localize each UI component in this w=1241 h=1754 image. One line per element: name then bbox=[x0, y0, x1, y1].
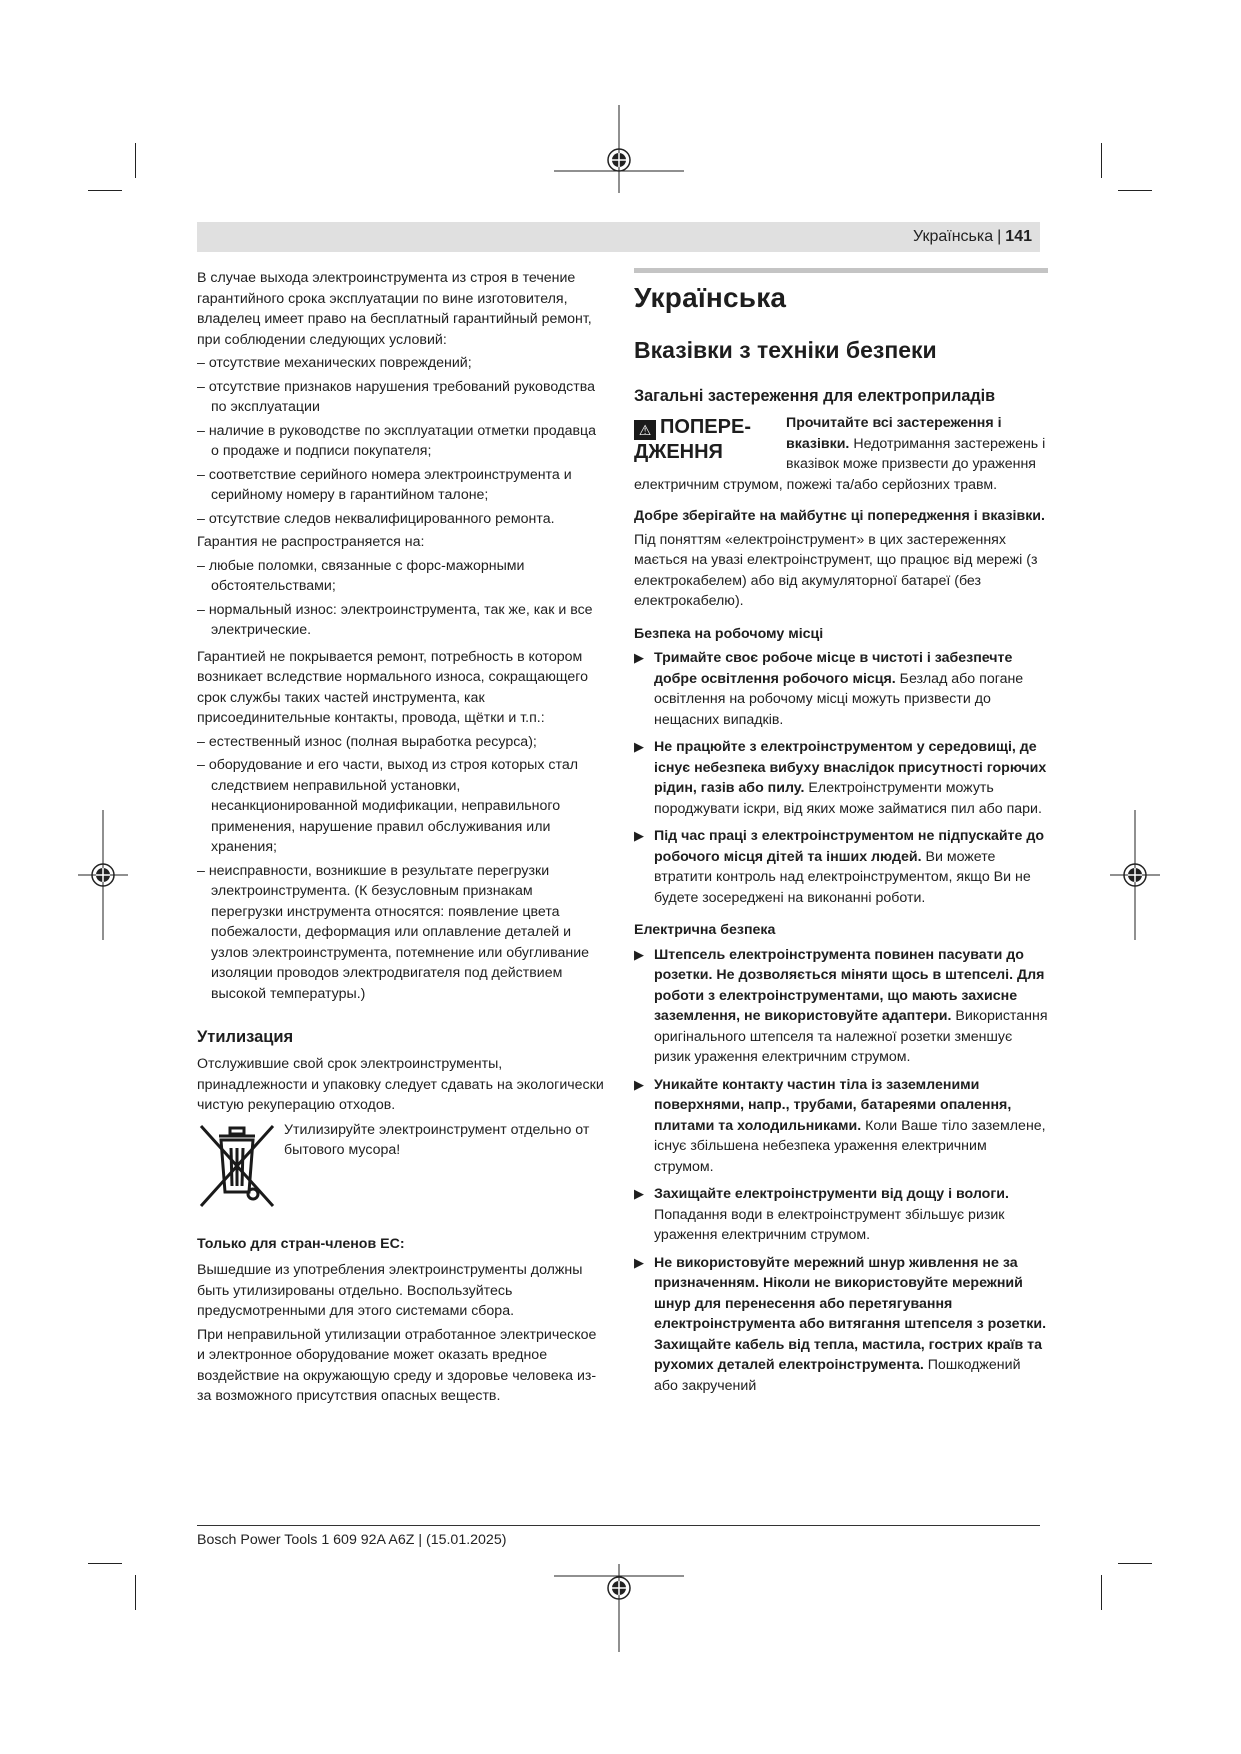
item-text: Використання оригінального штепселя та належної розетки зменшує ризик ураження електричним струмом. bbox=[654, 1008, 1048, 1065]
electrical-safety-title: Електрична безпека bbox=[634, 922, 776, 938]
item-bold: Під час праці з електроінструментом не підпускайте до робочого місця дітей та інших людей. bbox=[654, 828, 1045, 865]
list-item: – неисправности, возникшие в результате перегрузки электроинструмента. (К безусловным признакам перегрузки инструмента относятся: появление цвета побежалости, деформация или оплавление деталей и узлов электроинструмента, потемнение или обугливание изоляции проводов электродвигателя под действием высокой температуры.) bbox=[197, 862, 590, 1002]
bullet-arrow-icon: ▶ bbox=[634, 1254, 644, 1270]
item-text: Ви можете втратити контроль над електроінструментом, якщо Ви не будете зосереджені на виконанні роботи. bbox=[654, 848, 1031, 906]
header-label bbox=[913, 227, 1032, 247]
list-item bbox=[634, 945, 1048, 1068]
crossed-out-wheeled-bin-icon bbox=[197, 1120, 277, 1210]
bullet-arrow-icon: ▶ bbox=[634, 1186, 644, 1201]
item-text: Пошкоджений або закручений bbox=[654, 1357, 1021, 1394]
item-bold: Не працюйте з електроінструментом у середовищі, де існує небезпека вибуху внаслідок присутності горючих рідин, газів або пилу. bbox=[654, 739, 1047, 796]
registration-mark-icon bbox=[554, 1564, 684, 1652]
warning-bold: Прочитайте всі застереження і вказівки. bbox=[786, 415, 1002, 452]
list-item: – соответствие серийного номера электроинструмента и серийному номеру в гарантийном талоне; bbox=[197, 466, 572, 503]
warranty-intro: В случае выхода электроинструмента из строя в течение гарантийного срока эксплуатации по вине изготовителя, владелец имеет право на бесплатный гарантийный ремонт, при соблюдении следующих условий: bbox=[197, 270, 592, 348]
disposal-text: Отслужившие свой срок электроинструменты, принадлежности и упаковку следует сдавать на экологически чистую рекуперацию отходов. bbox=[197, 1056, 604, 1113]
bullet-arrow-icon: ▶ bbox=[634, 1076, 644, 1092]
eu-text-1: Вышедшие из употребления электроинструменты должны быть утилизированы отдельно. Воспользуйтесь предусмотренными для этого системами сбора. bbox=[197, 1262, 583, 1319]
warning-label: ПОПЕРЕ-ДЖЕННЯ bbox=[634, 416, 751, 463]
bullet-arrow-icon: ▶ bbox=[634, 828, 644, 843]
crop-mark bbox=[135, 1575, 136, 1610]
right-column bbox=[634, 268, 1048, 1403]
item-text: Попадання води в електроінструмент збільшує ризик ураження електричним струмом. bbox=[654, 1206, 1005, 1243]
item-bold: Уникайте контакту частин тіла із заземленими поверхнями, напр., трубами, батареями опалення, плитами та холодильниками. bbox=[654, 1076, 1012, 1134]
weee-block bbox=[197, 1120, 607, 1212]
list-item: – отсутствие признаков нарушения требований руководства по эксплуатации bbox=[197, 378, 596, 415]
crop-mark bbox=[1118, 190, 1152, 191]
warning-block bbox=[634, 413, 1048, 498]
footer-rule bbox=[197, 1525, 1040, 1526]
workplace-safety-title: Безпека на робочому місці bbox=[634, 625, 824, 642]
crop-mark bbox=[88, 1563, 122, 1564]
item-bold: Штепсель електроінструмента повинен пасувати до розетки. Не дозволяється міняти щось в штепселі. Для роботи з електроінструментами, що мають захисне заземлення, не використовуйте адаптери. bbox=[654, 946, 1045, 1024]
list-item: – оборудование и его части, выход из строя которых стал следствием неправильной установки, несанкционированной модификации, неправильного применения, нарушение правил обслуживания или хранения; bbox=[197, 757, 578, 855]
item-bold: Тримайте своє робоче місце в чистоті і забезпечте добре освітлення робочого місця. bbox=[654, 650, 1013, 687]
bullet-arrow-icon: ▶ bbox=[634, 946, 644, 962]
left-column bbox=[197, 268, 607, 1410]
disposal-heading: Утилизация bbox=[197, 1028, 294, 1046]
list-item: – наличие в руководстве по эксплуатации отметки продавца о продаже и подписи покупателя; bbox=[197, 422, 597, 459]
list-item: – нормальный износ: электроинструмента, так же, как и все электрические. bbox=[197, 601, 593, 638]
item-bold: Захищайте електроінструменти від дощу і вологи. bbox=[654, 1186, 1009, 1202]
registration-mark-icon bbox=[554, 105, 684, 193]
page-number: 141 bbox=[1005, 228, 1032, 245]
crop-mark bbox=[1118, 1563, 1152, 1564]
item-text: Електроінструменти можуть породжувати іскри, від яких може займатися пил або пари. bbox=[654, 780, 1042, 817]
keep-instructions: Добре зберігайте на майбутнє ці попередження і вказівки. bbox=[634, 508, 1045, 524]
item-bold: Не використовуйте мережний шнур живлення не за призначенням. Ніколи не використовуйте мережний шнур для перенесення або перетягування електроінструмента або витягання штепселя з розетки. Захищайте кабель від тепла, мастила, гострих країв та рухомих деталей електроінструмента. bbox=[654, 1254, 1047, 1373]
general-warnings-title: Загальні застереження для електроприладів bbox=[634, 387, 996, 405]
eu-heading: Только для стран-членов ЕС: bbox=[197, 1235, 405, 1252]
page-header bbox=[197, 222, 1040, 252]
repair-intro: Гарантией не покрывается ремонт, потребность в котором возникает вследствие нормального износа, сокращающего срок службы таких частей инструмента, как присоединительные контакты, провода, щётки и т.п.: bbox=[197, 648, 589, 726]
bullet-arrow-icon: ▶ bbox=[634, 739, 644, 754]
list-item bbox=[634, 1184, 1048, 1246]
tool-definition: Під поняттям «електроінструмент» в цих застереженнях мається на увазі електроінструмент, що працює від мережі (з електрокабелем) або від акумуляторної батареї (без електрокабелю). bbox=[634, 531, 1038, 609]
crop-mark bbox=[1101, 143, 1102, 178]
list-item bbox=[634, 826, 1048, 908]
language-title: Українська bbox=[634, 282, 787, 313]
list-item: – естественный износ (полная выработка ресурса); bbox=[197, 733, 537, 750]
list-item bbox=[634, 648, 1048, 730]
registration-mark-icon bbox=[78, 810, 128, 940]
header-separator: | bbox=[997, 228, 1002, 245]
warning-normal: Недотримання застережень і вказівок може призвести до ураження електричним струмом, пожежі та/або серйозних травм. bbox=[634, 435, 1046, 493]
crop-mark bbox=[88, 190, 122, 191]
warning-badge bbox=[634, 415, 786, 465]
safety-title: Вказівки з техніки безпеки bbox=[634, 337, 937, 363]
warranty-conditions-list bbox=[197, 353, 607, 529]
list-item: – отсутствие следов неквалифицированного ремонта. bbox=[197, 510, 555, 527]
list-item bbox=[634, 1075, 1048, 1178]
item-text: Коли Ваше тіло заземлене, існує збільшена небезпека ураження електричним струмом. bbox=[654, 1117, 1046, 1175]
bullet-arrow-icon: ▶ bbox=[634, 650, 644, 665]
no-warranty-title: Гарантия не распространяется на: bbox=[197, 534, 425, 550]
registration-mark-icon bbox=[1110, 810, 1160, 940]
warning-triangle-icon: ⚠ bbox=[634, 420, 656, 440]
weee-text: Утилизируйте электроинструмент отдельно от бытового мусора! bbox=[284, 1121, 590, 1158]
header-language: Українська bbox=[913, 228, 994, 245]
crop-mark bbox=[1101, 1575, 1102, 1610]
list-item: – отсутствие механических повреждений; bbox=[197, 355, 472, 371]
eu-text-2: При неправильной утилизации отработанное электрическое и электронное оборудование может оказать вредное воздействие на окружающую среду и здоровье человека из-за возможного присутствия опасных веществ. bbox=[197, 1326, 597, 1404]
list-item bbox=[634, 737, 1048, 819]
section-rule bbox=[634, 268, 1048, 273]
item-text: Безлад або погане освітлення на робочому місці можуть призвести до нещасних випадків. bbox=[654, 670, 1024, 728]
crop-mark bbox=[135, 143, 136, 178]
list-item bbox=[634, 1253, 1048, 1397]
footer-text: Bosch Power Tools 1 609 92A A6Z | (15.01.2025) bbox=[197, 1532, 507, 1548]
list-item: – любые поломки, связанные с форс-мажорными обстоятельствами; bbox=[197, 557, 525, 594]
